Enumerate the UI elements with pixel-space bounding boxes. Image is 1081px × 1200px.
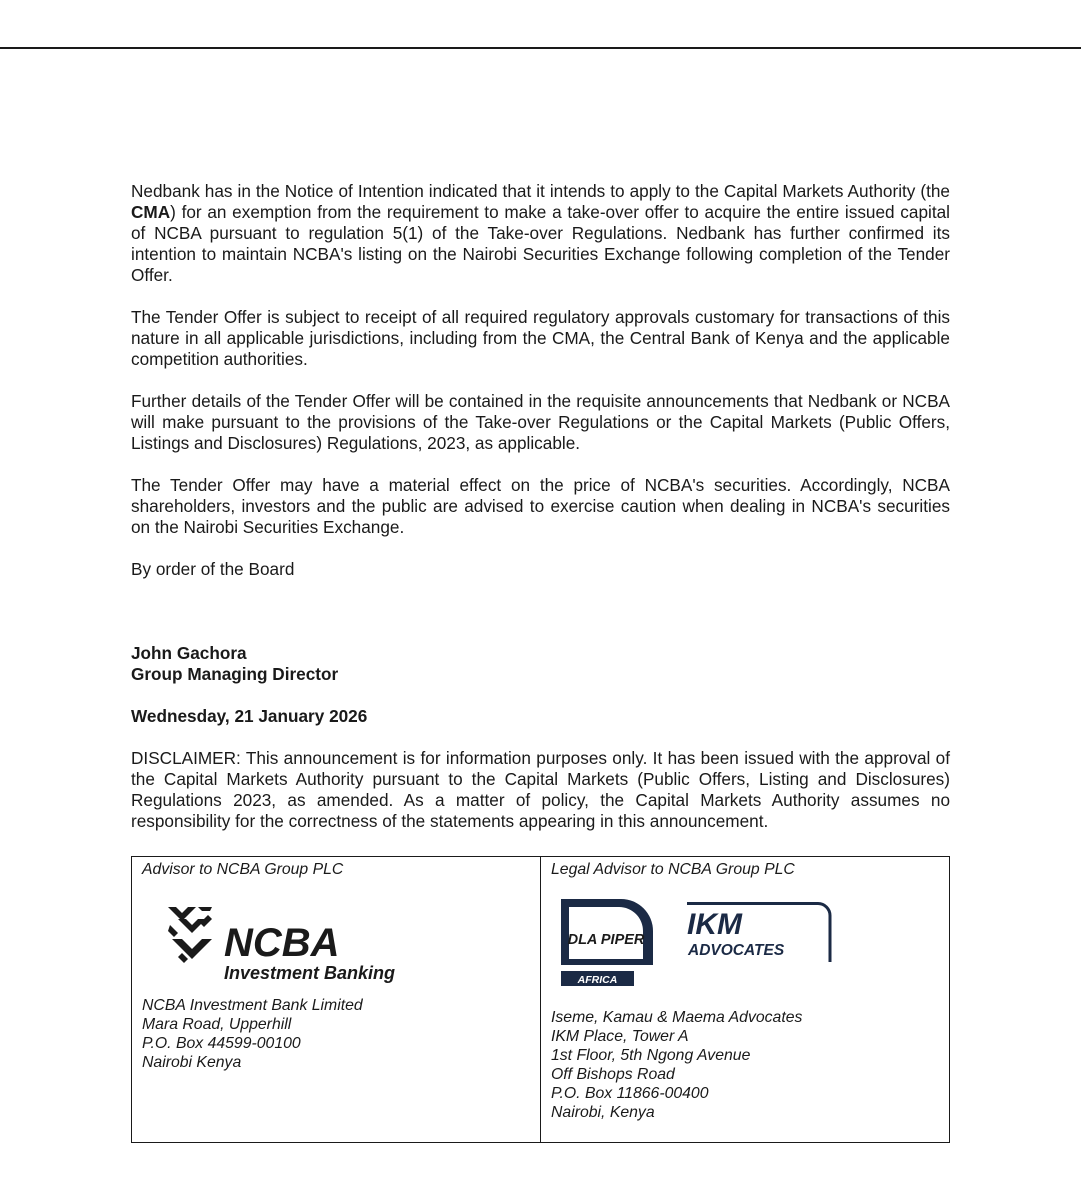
paragraph-exemption: Nedbank has in the Notice of Intention indicated that it intends to apply to the Capital Markets Authority (the CMA) for an exemption from the requirement to make a take-over offer to acquire the entire issued capital of NCBA pursuant to regulation 5(1) of the Take-over Regulations. Nedbank has further confirmed its intention to maintain NCBA's listing on the Nairobi Securities Exchange following completion of the Tender Offer.	[131, 181, 950, 285]
dla-piper-logo	[559, 899, 665, 987]
ncba-investment-banking-logo	[168, 905, 413, 983]
dla-piper-africa-label: AFRICA	[577, 974, 618, 986]
disclaimer: DISCLAIMER: This announcement is for information purposes only. It has been issued with the approval of the Capital Markets Authority pursuant to the Capital Markets (Public Offers, Listing and Disclosures) Regulations 2023, as amended. As a matter of policy, the Capital Markets Authority assumes no responsibility for the correctness of the statements appearing in this announcement.	[131, 748, 950, 831]
dla-piper-wordmark: DLA PIPER	[567, 932, 645, 948]
paragraph-approvals: The Tender Offer is subject to receipt of all required regulatory approvals customary for transactions of this nature in all applicable jurisdictions, including from the CMA, the Central Bank of Kenya and the applicable competition authorities.	[131, 307, 950, 369]
ikm-advocates-label: ADVOCATES	[688, 942, 785, 959]
financial-advisor-address: NCBA Investment Bank Limited Mara Road, Upperhill P.O. Box 44599-00100 Nairobi Kenya	[142, 997, 363, 1071]
signatory-name: John Gachora	[131, 643, 247, 663]
ikm-wordmark: IKM	[687, 908, 742, 941]
legal-advisor-address: Iseme, Kamau & Maema Advocates IKM Place, Tower A 1st Floor, 5th Ngong Avenue Off Bishops Road P.O. Box 11866-00400 Nairobi, Kenya	[551, 1009, 803, 1121]
ncba-chevron-icon	[168, 907, 212, 963]
ikm-advocates-logo	[687, 902, 832, 964]
legal-advisor-cell	[540, 857, 949, 1142]
by-order-of-board: By order of the Board	[131, 559, 295, 579]
advisors-table	[131, 856, 950, 1143]
signatory-title: Group Managing Director	[131, 664, 339, 684]
announcement-date: Wednesday, 21 January 2026	[131, 706, 368, 726]
ncba-logo-subtitle: Investment Banking	[224, 963, 396, 983]
paragraph-further-details: Further details of the Tender Offer will be contained in the requisite announcements that Nedbank or NCBA will make pursuant to the provisions of the Take-over Regulations or the Capital Markets (Public Offers, Listings and Disclosures) Regulations, 2023, as applicable.	[131, 391, 950, 453]
ncba-wordmark: NCBA	[224, 921, 340, 965]
legal-advisor-heading: Legal Advisor to NCBA Group PLC	[551, 861, 795, 878]
top-rule	[0, 47, 1081, 49]
financial-advisor-heading: Advisor to NCBA Group PLC	[142, 861, 344, 878]
financial-advisor-cell	[132, 857, 540, 1142]
announcement-body	[131, 181, 950, 832]
paragraph-material-effect: The Tender Offer may have a material effect on the price of NCBA's securities. Accordingly, NCBA shareholders, investors and the public are advised to exercise caution when dealing in NCBA's securities on the Nairobi Securities Exchange.	[131, 475, 950, 537]
